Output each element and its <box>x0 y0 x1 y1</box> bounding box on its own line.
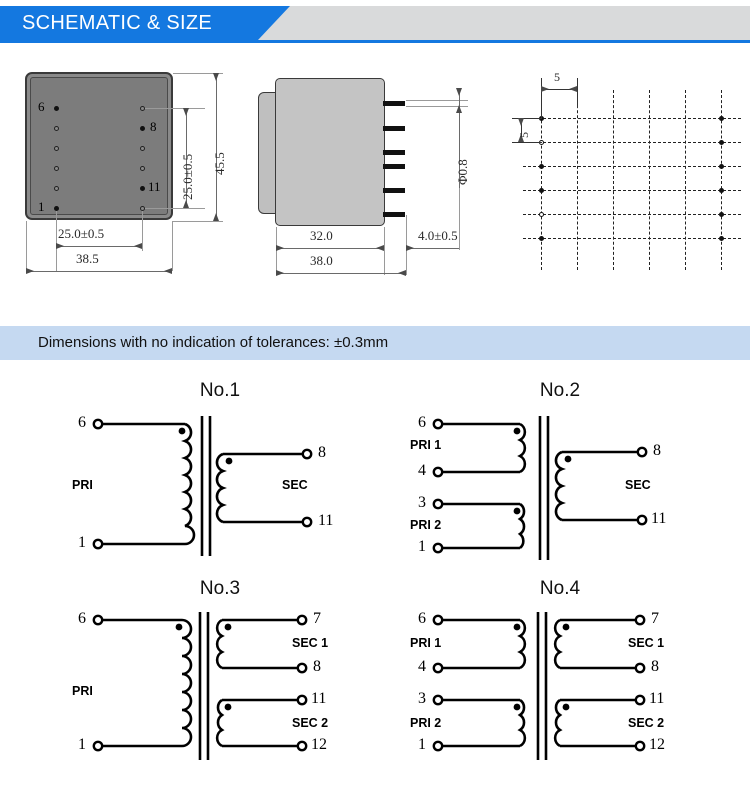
top-view-pin-label-8: 8 <box>150 119 157 134</box>
top-view-pin-label-11: 11 <box>148 179 161 194</box>
side-view-main-body <box>275 78 385 226</box>
top-view-pin-label-6: 6 <box>38 99 45 114</box>
dim-arrow-pitch-h-right <box>134 243 142 249</box>
side-view-pin-1 <box>383 101 405 106</box>
section-header-banner <box>0 0 750 46</box>
side-view-pin-4 <box>383 164 405 169</box>
dim-arrow-width-left <box>26 268 34 274</box>
dim-arrow-pin-length-left <box>406 245 414 251</box>
top-view-pin-left-2 <box>54 126 59 131</box>
schematic-no1-title: No.1 <box>199 380 241 401</box>
grid-dim-x-ext-left <box>541 78 542 118</box>
grid-dot-c6-r3 <box>719 164 724 169</box>
grid-row-6 <box>523 238 741 239</box>
grid-row-1 <box>523 118 741 119</box>
schematic-no4-terminal-pri1-top: 6 <box>418 610 426 627</box>
grid-dot-c6-r4 <box>719 188 724 193</box>
grid-dot-c6-r5 <box>719 212 724 217</box>
grid-row-5 <box>523 214 741 215</box>
grid-col-3 <box>613 90 614 270</box>
schematic-no2-terminal-sec-top: 8 <box>653 442 661 459</box>
schematic-no2-svg <box>400 408 730 568</box>
dim-arrow-height-bottom <box>213 213 219 221</box>
side-ext-left <box>276 227 277 275</box>
extension-line-bottom <box>145 208 205 209</box>
schematic-no3 <box>60 578 390 773</box>
schematic-no4-title: No.4 <box>539 578 581 599</box>
schematic-no3-label-sec1: SEC 1 <box>292 636 329 650</box>
top-view-pin-11 <box>140 186 145 191</box>
dim-arrow-pitch-h-left <box>56 243 64 249</box>
dim-arrow-body-width-left <box>276 245 284 251</box>
grid-row-2 <box>523 142 741 143</box>
grid-dot-c1-r6 <box>539 236 544 241</box>
grid-row-4 <box>523 190 741 191</box>
dim-text-pitch-vertical: 25.0±0.5 <box>180 153 195 200</box>
dim-text-height: 45.5 <box>212 152 227 175</box>
schematic-no1-svg <box>60 408 380 568</box>
grid-dim-y-ext-bottom <box>512 142 542 143</box>
grid-dim-x-arrow-right <box>569 86 577 92</box>
side-view-pin-6 <box>383 212 405 217</box>
schematic-no3-terminal-pri-bottom: 1 <box>78 736 86 753</box>
schematic-no1 <box>60 380 380 570</box>
top-view-pin-left-4 <box>54 166 59 171</box>
schematic-no1-label-sec: SEC <box>282 478 308 492</box>
schematic-no4-terminal-pri2-bottom: 1 <box>418 736 426 753</box>
grid-dot-c1-r3 <box>539 164 544 169</box>
schematic-no4-terminal-sec1-top: 7 <box>651 610 659 627</box>
dim-arrow-pin-dia-top <box>456 88 462 96</box>
side-view-pin-3 <box>383 150 405 155</box>
grid-dim-x-ext-right <box>577 78 578 108</box>
dim-arrow-body-width-right <box>376 245 384 251</box>
schematic-no4-terminal-sec2-top: 11 <box>649 690 665 707</box>
schematic-no2-title: No.2 <box>539 380 581 401</box>
schematic-no3-terminal-pri-top: 6 <box>78 610 86 627</box>
dim-text-overall-width: 38.0 <box>310 253 333 268</box>
extension-line-case-right <box>172 221 173 271</box>
side-ext-right <box>459 188 460 250</box>
grid-dot-c1-r4 <box>539 188 544 193</box>
top-view-pin-right-4 <box>140 166 145 171</box>
extension-line-left-down <box>56 211 57 271</box>
schematic-no2-label-pri2: PRI 2 <box>410 518 442 532</box>
side-ext-mid <box>384 227 385 275</box>
extension-line-case-bottom <box>173 221 223 222</box>
grid-col-5 <box>685 90 686 270</box>
schematic-no1-terminal-pri-bottom: 1 <box>78 534 86 551</box>
grid-dot-c6-r2 <box>719 140 724 145</box>
extension-line-right-down <box>142 211 143 251</box>
dim-text-pin-length: 4.0±0.5 <box>418 228 458 243</box>
schematic-no4 <box>400 578 740 773</box>
top-view-pin-left-3 <box>54 146 59 151</box>
top-view-pin-8 <box>140 126 145 131</box>
tolerance-note-text: Dimensions with no indication of tolerances: ±0.3mm <box>38 334 389 351</box>
top-view-pin-label-1: 1 <box>38 199 45 214</box>
schematic-no1-terminal-pri-top: 6 <box>78 414 86 431</box>
grid-dim-text-y: 5 <box>517 132 531 138</box>
schematic-no2-terminal-pri1-bottom: 4 <box>418 462 426 479</box>
side-view-pin-2 <box>383 126 405 131</box>
schematic-no4-terminal-pri2-top: 3 <box>418 690 426 707</box>
grid-dim-y-ext-top <box>512 118 542 119</box>
dim-arrow-overall-right <box>398 270 406 276</box>
schematic-no4-svg <box>400 604 740 769</box>
dim-line-pitch-h <box>56 246 142 247</box>
schematic-no2-label-sec: SEC <box>625 478 651 492</box>
extension-line-case-left <box>26 221 27 271</box>
top-view-pin-6 <box>54 106 59 111</box>
section-title: SCHEMATIC & SIZE <box>22 12 213 34</box>
schematic-no3-svg <box>60 604 390 769</box>
schematic-no3-title: No.3 <box>199 578 241 599</box>
grid-col-2 <box>577 90 578 270</box>
dim-text-body-width: 32.0 <box>310 228 333 243</box>
dim-arrow-pitch-v-bottom <box>183 200 189 208</box>
dim-text-pitch-horizontal: 25.0±0.5 <box>58 226 105 241</box>
schematic-no3-label-pri: PRI <box>72 684 93 698</box>
schematic-no1-terminal-sec-top: 8 <box>318 444 326 461</box>
schematic-no3-terminal-sec2-bottom: 12 <box>311 736 327 753</box>
schematic-no3-terminal-sec1-bottom: 8 <box>313 658 321 675</box>
side-view-pin-5 <box>383 188 405 193</box>
dim-arrow-width-right <box>164 268 172 274</box>
extension-line-top <box>145 108 205 109</box>
schematic-no4-terminal-pri1-bottom: 4 <box>418 658 426 675</box>
schematic-no3-label-sec2: SEC 2 <box>292 716 329 730</box>
schematic-no4-label-sec1: SEC 1 <box>628 636 665 650</box>
top-view-pin-right-3 <box>140 146 145 151</box>
banner-underline <box>0 40 750 43</box>
schematic-no2 <box>400 380 730 570</box>
dim-line-body-width <box>276 248 384 249</box>
grid-dot-c6-r6 <box>719 236 724 241</box>
grid-dot-c1-r5 <box>539 212 544 217</box>
schematic-no4-label-pri1: PRI 1 <box>410 636 442 650</box>
dim-text-width: 38.5 <box>76 251 99 266</box>
dim-text-pin-diameter: Φ0.8 <box>455 159 470 185</box>
schematic-no4-terminal-sec2-bottom: 12 <box>649 736 665 753</box>
grid-dim-y-arrow-top <box>518 118 524 126</box>
grid-row-3 <box>523 166 741 167</box>
schematic-no3-terminal-sec1-top: 7 <box>313 610 321 627</box>
dim-arrow-pitch-v-top <box>183 108 189 116</box>
dim-arrow-pin-dia-bottom <box>456 105 462 113</box>
dim-line-height <box>216 73 217 221</box>
schematic-no2-terminal-pri2-bottom: 1 <box>418 538 426 555</box>
grid-col-4 <box>649 90 650 270</box>
schematic-no4-label-pri2: PRI 2 <box>410 716 442 730</box>
schematic-no4-terminal-sec1-bottom: 8 <box>651 658 659 675</box>
grid-dim-text-x: 5 <box>554 70 560 84</box>
schematic-no1-terminal-sec-bottom: 11 <box>318 512 334 529</box>
grid-dim-x-arrow-left <box>541 86 549 92</box>
schematic-no4-label-sec2: SEC 2 <box>628 716 665 730</box>
dim-arrow-overall-left <box>276 270 284 276</box>
schematic-no3-terminal-sec2-top: 11 <box>311 690 327 707</box>
schematic-no1-label-pri: PRI <box>72 478 93 492</box>
dim-line-overall-width <box>276 273 406 274</box>
schematic-no2-label-pri1: PRI 1 <box>410 438 442 452</box>
schematic-no2-terminal-sec-bottom: 11 <box>651 510 667 527</box>
schematic-no2-terminal-pri1-top: 6 <box>418 414 426 431</box>
schematic-no2-terminal-pri2-top: 3 <box>418 494 426 511</box>
dim-arrow-height-top <box>213 73 219 81</box>
top-view-pin-left-5 <box>54 186 59 191</box>
dim-line-width <box>26 271 172 272</box>
grid-dot-c6-r1 <box>719 116 724 121</box>
